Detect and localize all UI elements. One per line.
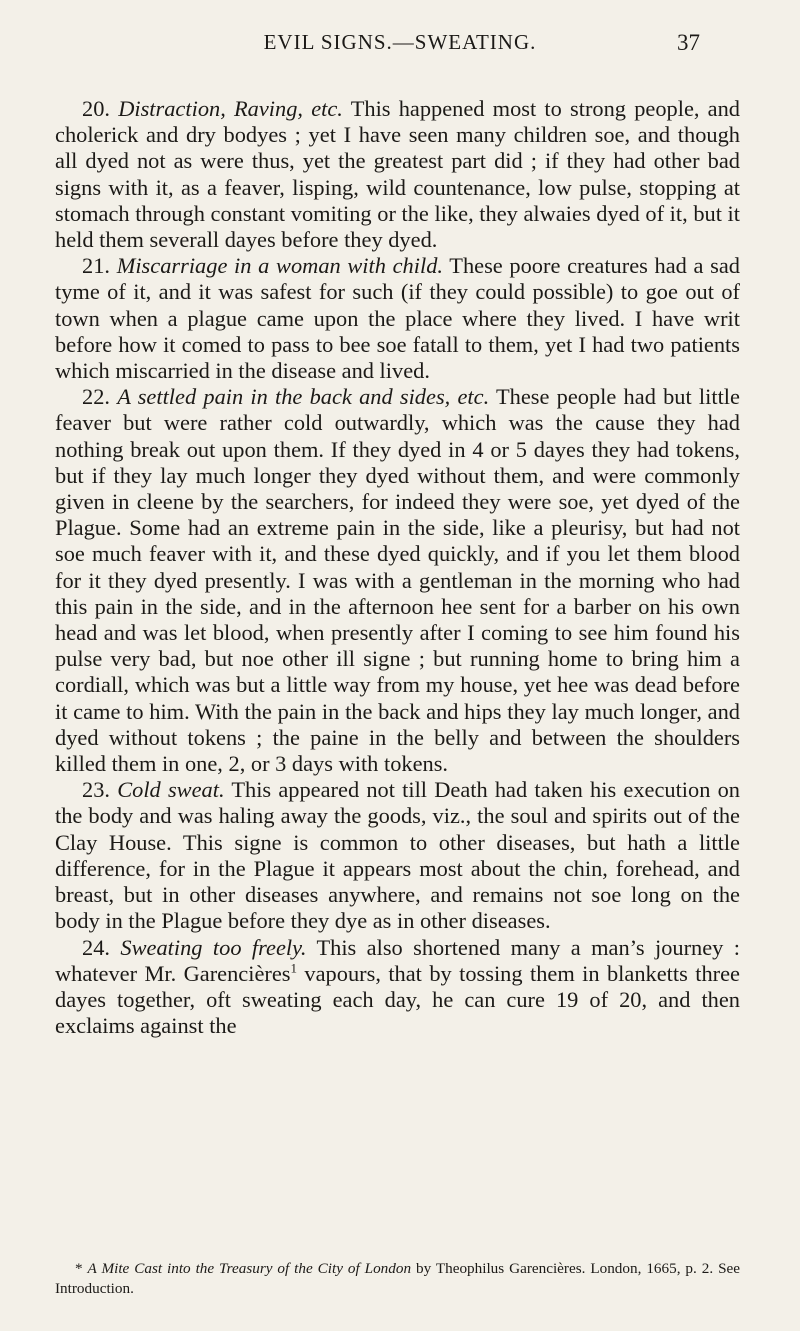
page-number: 37 [677,30,700,55]
paragraph-23 [55,777,740,934]
paragraph-number: 22. [82,384,110,410]
footnote-reference: 1 [290,960,298,976]
paragraph-24 [55,935,740,1040]
footnote [55,1259,740,1299]
paragraph-heading: Cold sweat. [117,777,225,803]
running-title: EVIL SIGNS.—SWEATING. [263,30,537,54]
paragraph-number: 20. [82,96,110,121]
paragraph-21 [55,253,740,384]
footnote-citation: by Theophilus Garencières. London, 1665, p. 2. See Introduction. [55,1260,740,1297]
paragraph-text: This happened most to strong people, and cholerick and dry bodyes ; yet I have seen many children soe, and though all dyed not as were thus, yet the greatest part did ; if they had other bad signs with it, as a feaver, lisping, wild countenance, low pulse, stopping at stomach through constant vomiting or the like, they alwaies dyed of it, but it held them severall dayes before they dyed. [55,96,740,253]
paragraph-text: This appeared not till Death had taken his execution on the body and was haling away the goods, viz., the soul and spirits out of the Clay House. This signe is common to other diseases, but hath a little difference, for in the Plague it appears most about the chin, forehead, and breast, but in other diseases anywhere, and remains not soe long on the body in the Plague before they dye as in other diseases. [55,777,740,934]
paragraph-heading: A settled pain in the back and sides, etc. [117,384,490,410]
paragraph-22 [55,384,740,777]
paragraph-heading: Distraction, Raving, etc. [118,96,343,121]
footnote-book-title: A Mite Cast into the Treasury of the City of London [87,1260,412,1277]
paragraph-heading: Sweating too freely. [120,934,307,960]
footnote-marker: * [75,1260,83,1277]
paragraph-text: These poore creatures had a sad tyme of it, and it was safest for such (if they could possible) to goe out of town when a plague came upon the place where they lived. I have writ before how it comed to pass to bee soe fatall to them, yet I had two patients which miscarried in the disease and lived. [55,253,740,384]
paragraph-text: This also shortened many a man’s journey : whatever Mr. Garencières [55,934,741,986]
paragraph-text: These people had but little feaver but were rather cold outwardly, which was the cause they had nothing break out upon them. If they dyed in 4 or 5 dayes they had tokens, but if they lay much longer they dyed without them, and were commonly given in cleene by the searchers, for indeed they were soe, yet dyed of the Plague. Some had an extreme pain in the side, like a pleurisy, but had not soe much feaver with it, and these dyed quickly, and if you let them blood for it they dyed presently. I was with a gentleman in the morning who had this pain in the side, and in the afternoon hee sent for a barber on his own head and was let blood, when presently after I coming to see him found his pulse very bad, but noe other ill signe ; but running home to bring him a cordiall, which was but a little way from my house, yet hee was dead before it came to him. With the pain in the back and hips they lay much longer, and dyed without tokens ; the paine in the belly and between the shoulders killed them in one, 2, or 3 days with tokens. [55,384,740,777]
body-text [55,96,740,1039]
paragraph-number: 21. [82,253,110,279]
footnote-text [55,1259,740,1299]
paragraph-number: 24. [82,934,110,960]
paragraph-number: 23. [82,777,110,803]
paragraph-text-continued: vapours, that by tossing them in blanketts three dayes together, oft sweating each day, he can cure 19 of 20, and then exclaims against the [55,960,740,1039]
paragraph-20 [55,96,740,253]
paragraph-heading: Miscarriage in a woman with child. [116,253,443,279]
running-head [0,30,800,60]
